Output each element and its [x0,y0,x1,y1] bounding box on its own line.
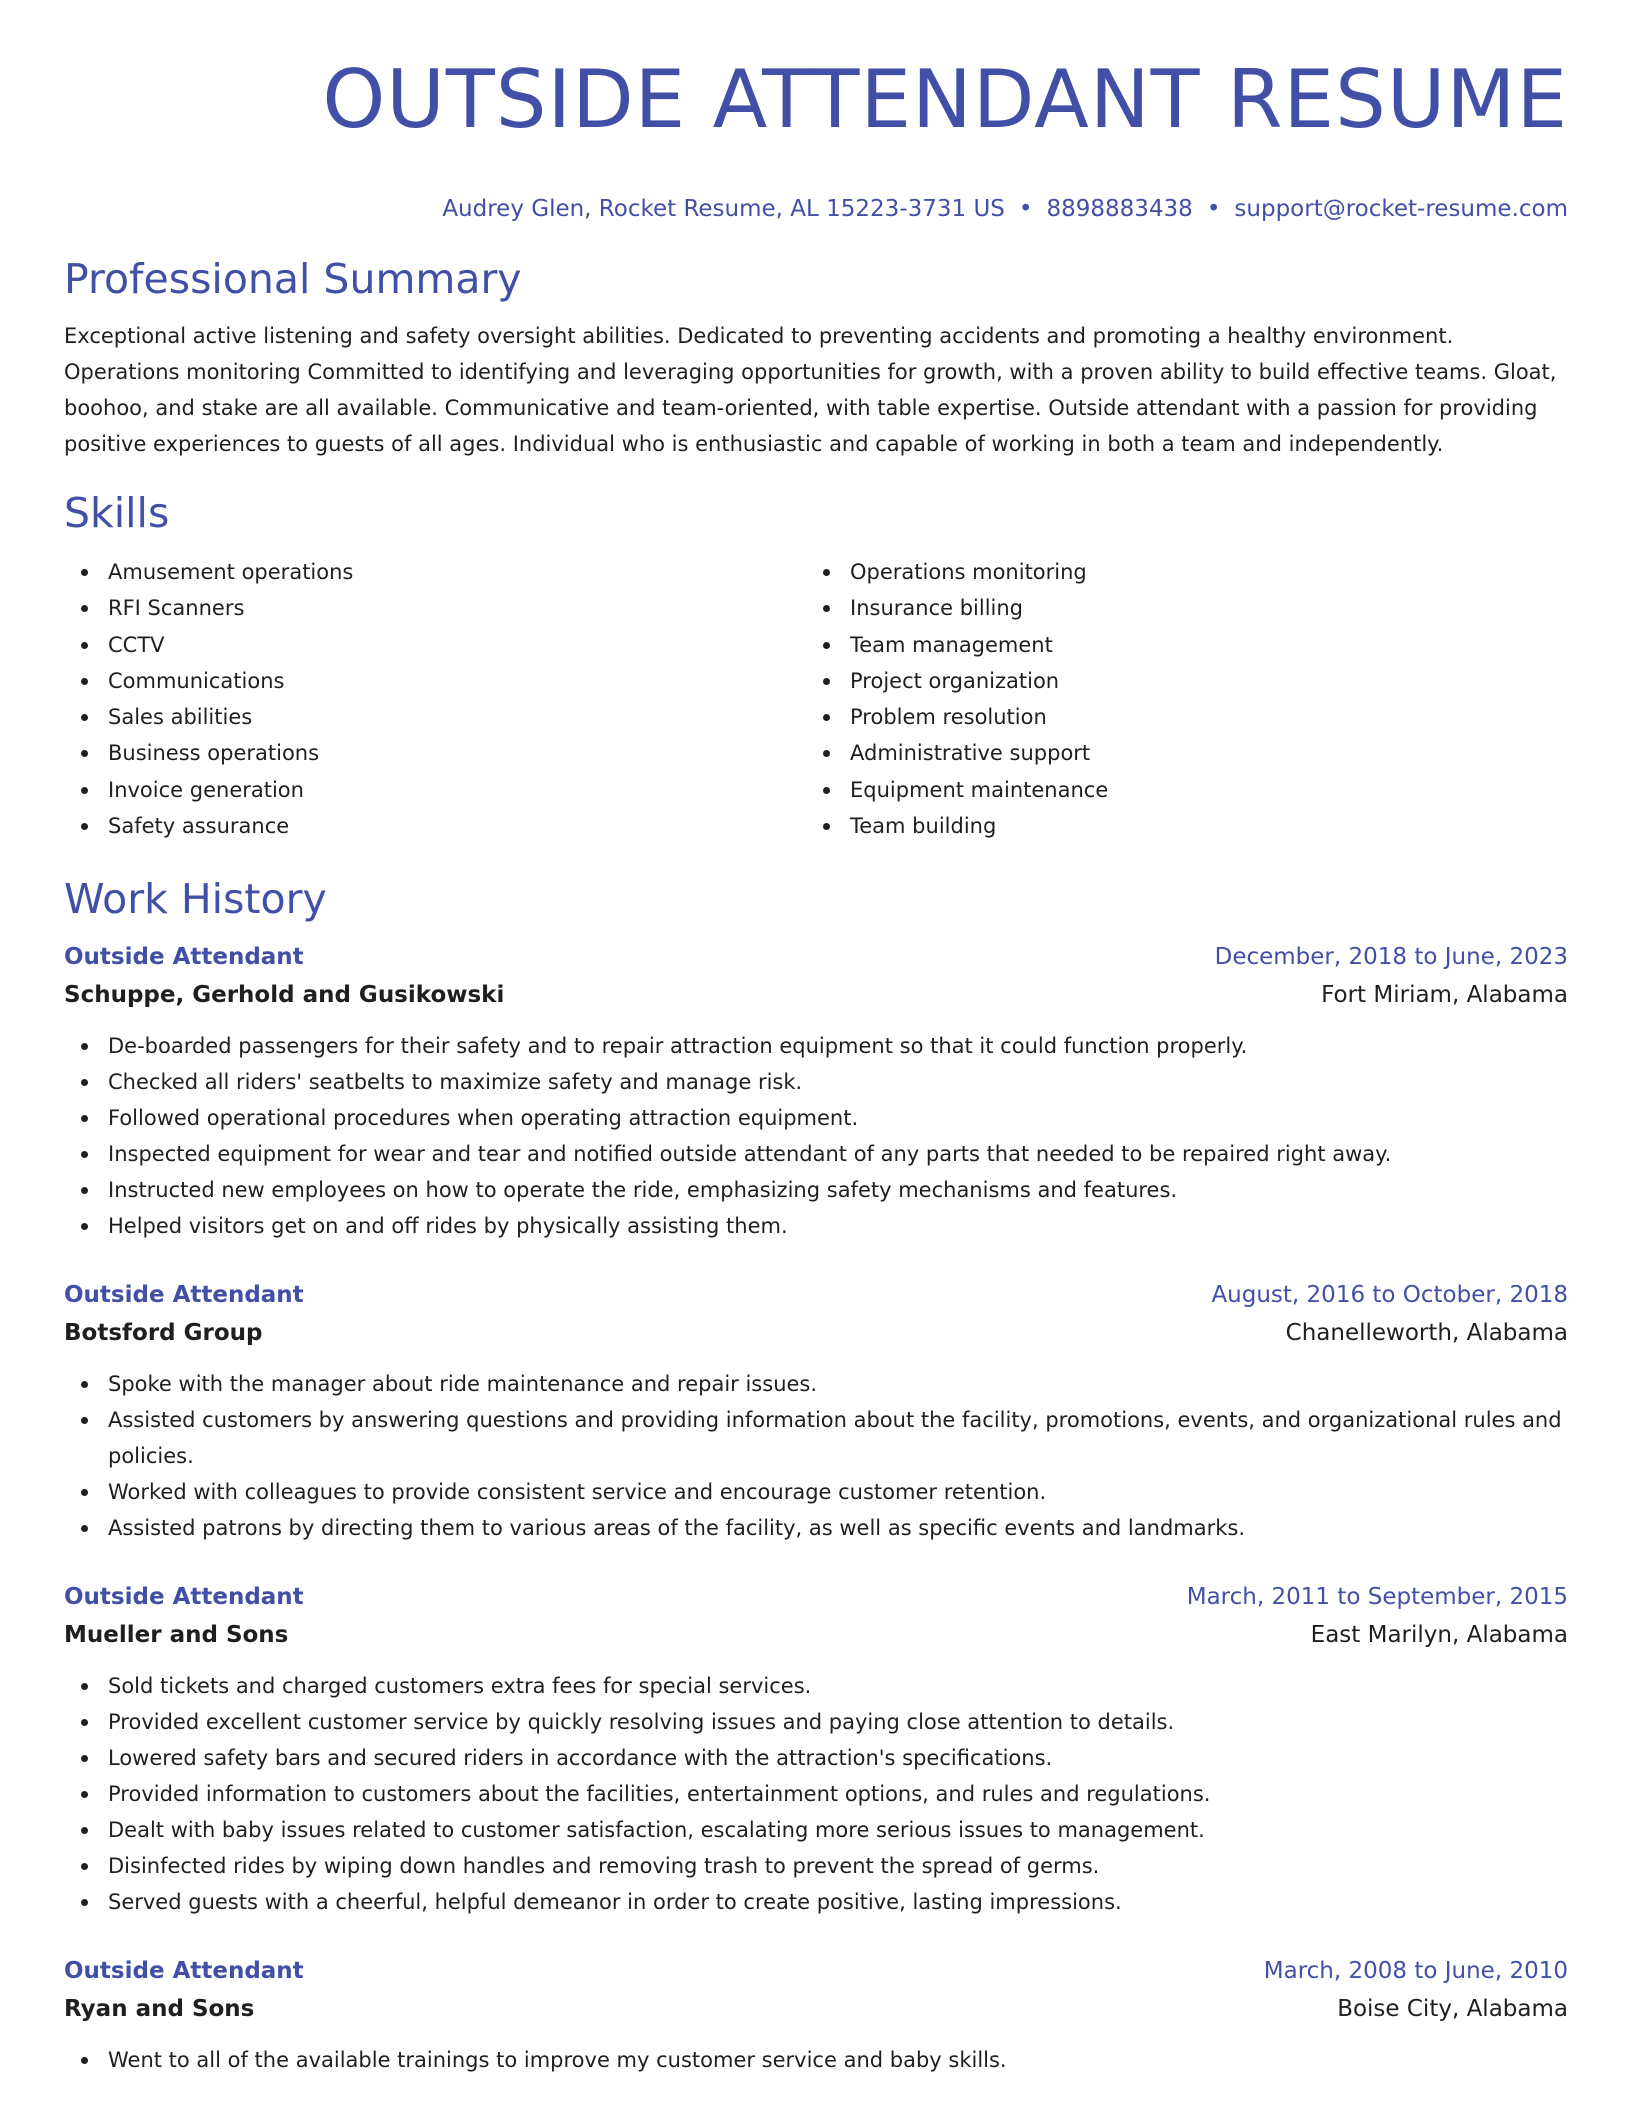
contact-line [64,194,1568,224]
job-bullet: Provided information to customers about the facilities, entertainment options, and rules and regulations. [64,1776,1568,1812]
job-company-row [64,1314,1568,1352]
job-bullet: Followed operational procedures when operating attraction equipment. [64,1100,1568,1136]
job-bullet: De-boarded passengers for their safety and to repair attraction equipment so that it could function properly. [64,1028,1568,1064]
contact-separator: • [1206,196,1221,222]
skill-item: Safety assurance [64,808,806,844]
skill-item: Team management [806,627,1548,663]
resume-title: OUTSIDE ATTENDANT RESUME [322,53,1568,146]
job-bullet: Spoke with the manager about ride maintenance and repair issues. [64,1366,1568,1402]
job-company-row [64,976,1568,1014]
job-bullets [64,1028,1568,1244]
job-company: Botsford Group [64,1320,263,1347]
job-bullets [64,1668,1568,1920]
job-dates: December, 2018 to June, 2023 [1214,944,1568,971]
job-title-row [64,938,1568,976]
skill-item: Communications [64,663,806,699]
skill-item: Problem resolution [806,699,1548,735]
job-bullet: Instructed new employees on how to operate the ride, emphasizing safety mechanisms and features. [64,1172,1568,1208]
skills-heading: Skills [64,489,170,537]
skill-item: Invoice generation [64,772,806,808]
skill-item: Administrative support [806,735,1548,771]
resume-page [64,0,1568,2078]
contact-email[interactable]: support@rocket-resume.com [1234,196,1568,222]
contact-address: Audrey Glen, Rocket Resume, AL 15223-3731 US [442,196,1005,222]
skill-item: Insurance billing [806,590,1548,626]
job-location: East Marilyn, Alabama [1310,1622,1568,1649]
skill-item: Operations monitoring [806,554,1548,590]
job-dates: August, 2016 to October, 2018 [1211,1282,1568,1309]
job-bullet: Helped visitors get on and off rides by physically assisting them. [64,1208,1568,1244]
job-title-row [64,1578,1568,1616]
work-history-heading: Work History [64,875,327,924]
job-bullets [64,1366,1568,1546]
job-bullets [64,2042,1568,2078]
skill-item: Business operations [64,735,806,771]
job-bullet: Checked all riders' seatbelts to maximize safety and manage risk. [64,1064,1568,1100]
contact-separator: • [1018,196,1033,222]
job-bullet: Lowered safety bars and secured riders in accordance with the attraction's specifications. [64,1740,1568,1776]
job-title: Outside Attendant [64,1584,304,1611]
job-location: Boise City, Alabama [1337,1996,1568,2023]
job-bullet: Inspected equipment for wear and tear and notified outside attendant of any parts that needed to be repaired right away. [64,1136,1568,1172]
skill-item: Amusement operations [64,554,806,590]
skills-column-left [64,554,806,844]
job-bullet: Worked with colleagues to provide consistent service and encourage customer retention. [64,1474,1568,1510]
job-bullet: Provided excellent customer service by quickly resolving issues and paying close attention to details. [64,1704,1568,1740]
summary-text: Exceptional active listening and safety oversight abilities. Dedicated to preventing accidents and promoting a healthy environment. Operations monitoring Committed to identifying and leveraging opportunities for growth, with a proven ability to build effective teams. Gloat, boohoo, and stake are all available. Communicative and team-oriented, with table expertise. Outside attendant with a passion for providing positive experiences to guests of all ages. Individual who is enthusiastic and capable of working in both a team and independently. [64,324,1557,456]
job-company-row [64,1616,1568,1654]
skill-item: RFI Scanners [64,590,806,626]
job-bullet: Assisted patrons by directing them to various areas of the facility, as well as specific events and landmarks. [64,1510,1568,1546]
summary-heading: Professional Summary [64,255,522,303]
job-location: Fort Miriam, Alabama [1321,982,1568,1009]
job-company: Mueller and Sons [64,1622,289,1649]
job-entry [64,938,1568,1244]
job-title-row [64,1276,1568,1314]
job-entry [64,1276,1568,1546]
job-title-row [64,1952,1568,1990]
skill-item: Equipment maintenance [806,772,1548,808]
job-entry [64,1578,1568,1920]
job-dates: March, 2008 to June, 2010 [1263,1958,1568,1985]
job-title: Outside Attendant [64,1958,304,1985]
job-bullet: Dealt with baby issues related to customer satisfaction, escalating more serious issues to management. [64,1812,1568,1848]
skill-item: CCTV [64,627,806,663]
skill-item: Team building [806,808,1548,844]
job-bullet: Assisted customers by answering questions and providing information about the facility, promotions, events, and organizational rules and policies. [64,1402,1568,1474]
job-company: Schuppe, Gerhold and Gusikowski [64,982,505,1009]
skill-item: Sales abilities [64,699,806,735]
job-bullet: Served guests with a cheerful, helpful demeanor in order to create positive, lasting impressions. [64,1884,1568,1920]
job-entry [64,1952,1568,2078]
job-bullet: Disinfected rides by wiping down handles and removing trash to prevent the spread of germs. [64,1848,1568,1884]
contact-phone[interactable]: 8898883438 [1046,196,1193,222]
job-company-row [64,1990,1568,2028]
job-bullet: Went to all of the available trainings to improve my customer service and baby skills. [64,2042,1568,2078]
job-title: Outside Attendant [64,944,304,971]
job-dates: March, 2011 to September, 2015 [1186,1584,1568,1611]
job-title: Outside Attendant [64,1282,304,1309]
job-bullet: Sold tickets and charged customers extra fees for special services. [64,1668,1568,1704]
job-location: Chanelleworth, Alabama [1285,1320,1568,1347]
job-company: Ryan and Sons [64,1996,255,2023]
skills-grid [64,554,1568,844]
skill-item: Project organization [806,663,1548,699]
skills-column-right [806,554,1548,844]
